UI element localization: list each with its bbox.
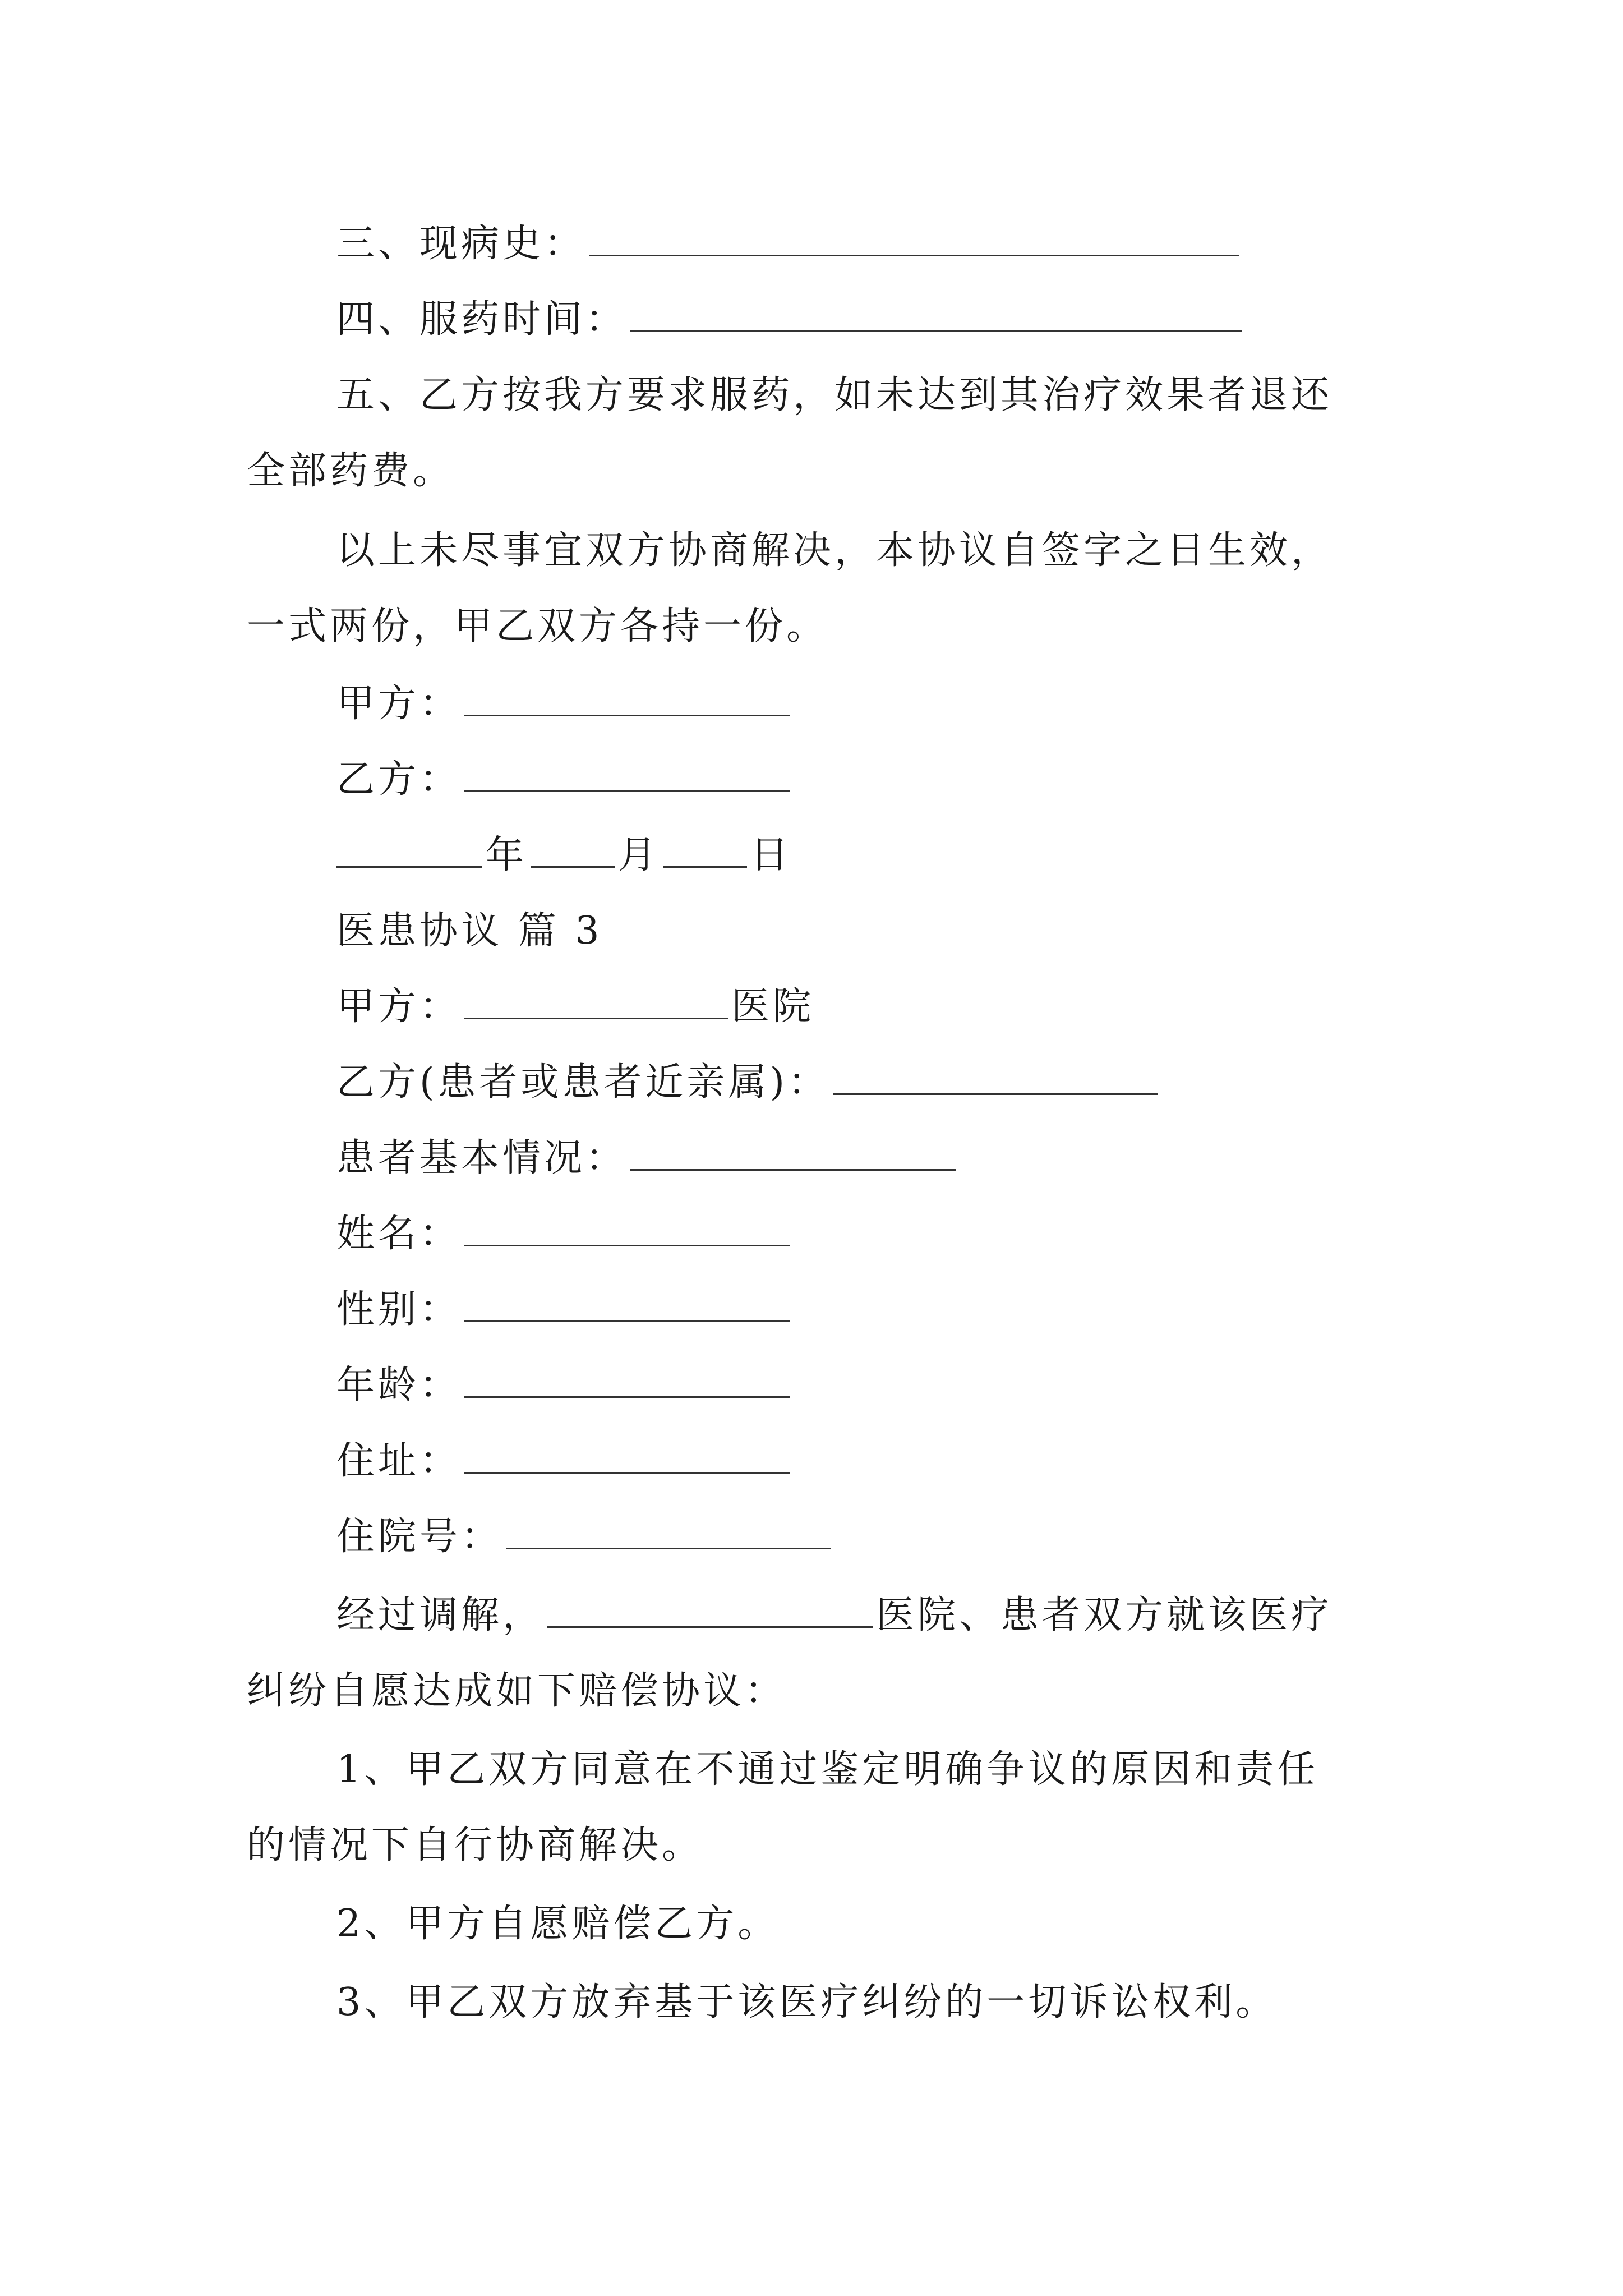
item-1-line-1: 1、甲乙双方同意在不通过鉴定明确争议的原因和责任 xyxy=(336,1747,1319,1792)
year-blank xyxy=(336,834,482,868)
address-line xyxy=(336,1439,793,1484)
p3-party-a-line xyxy=(336,984,814,1029)
year-label: 年 xyxy=(486,833,528,877)
section-3-label: 三、现病史： xyxy=(336,222,586,266)
name-blank xyxy=(464,1212,790,1246)
section-heading: 医患协议 篇 3 xyxy=(336,909,603,953)
item-2: 2、甲方自愿赔偿乙方。 xyxy=(336,1902,780,1946)
day-label: 日 xyxy=(750,833,792,877)
gender-line xyxy=(336,1287,793,1332)
p3-party-b-blank xyxy=(833,1061,1158,1095)
address-label: 住址： xyxy=(336,1439,462,1483)
age-line xyxy=(336,1363,793,1408)
mediation-line-2: 纠纷自愿达成如下赔偿协议： xyxy=(247,1669,787,1713)
date-line xyxy=(336,833,792,878)
gender-blank xyxy=(464,1288,790,1322)
section-5-line-2: 全部药费。 xyxy=(247,449,455,493)
section-4-line xyxy=(336,297,1245,342)
section-3-blank xyxy=(589,222,1239,256)
name-label: 姓名： xyxy=(336,1212,462,1256)
p3-party-a-suffix: 医院 xyxy=(731,984,815,1029)
p3-party-a-label: 甲方： xyxy=(336,984,462,1029)
party-a-blank xyxy=(464,682,790,716)
admission-number-line xyxy=(336,1515,834,1559)
p3-party-b-label: 乙方(患者或患者近亲属)： xyxy=(336,1060,830,1105)
section-5-line-1: 五、乙方按我方要求服药，如未达到其治疗效果者退还 xyxy=(336,373,1333,417)
section-4-blank xyxy=(630,298,1242,332)
party-b-blank xyxy=(464,758,790,792)
party-a-signature-line xyxy=(336,682,793,726)
mediation-hospital-blank xyxy=(547,1594,873,1628)
section-4-label: 四、服药时间： xyxy=(336,297,628,342)
party-a-label: 甲方： xyxy=(336,682,462,726)
age-label: 年龄： xyxy=(336,1363,462,1407)
party-b-label: 乙方： xyxy=(336,757,462,802)
mediation-line-1 xyxy=(336,1593,1332,1638)
patient-info-blank xyxy=(630,1137,956,1171)
gender-label: 性别： xyxy=(336,1287,462,1332)
patient-info-line xyxy=(336,1136,959,1181)
month-blank xyxy=(531,834,615,868)
admission-label: 住院号： xyxy=(336,1515,503,1559)
hospital-name-blank xyxy=(464,985,728,1019)
item-3: 3、甲乙双方放弃基于该医疗纠纷的一切诉讼权利。 xyxy=(336,1980,1278,2024)
closing-line-2: 一式两份，甲乙双方各持一份。 xyxy=(247,604,828,648)
name-line xyxy=(336,1212,793,1257)
party-b-signature-line xyxy=(336,757,793,802)
item-1-line-2: 的情况下自行协商解决。 xyxy=(247,1823,704,1867)
admission-blank xyxy=(506,1515,831,1549)
p3-party-b-line xyxy=(336,1060,1161,1105)
month-label: 月 xyxy=(618,833,660,877)
mediation-prefix: 经过调解， xyxy=(336,1593,545,1637)
age-blank xyxy=(464,1364,790,1398)
mediation-suffix: 医院、患者双方就该医疗 xyxy=(876,1593,1333,1637)
section-3-line xyxy=(336,222,1243,266)
day-blank xyxy=(663,834,747,868)
address-blank xyxy=(464,1439,790,1474)
patient-info-label: 患者基本情况： xyxy=(336,1136,628,1180)
closing-line-1: 以上未尽事宜双方协商解决，本协议自签字之日生效， xyxy=(336,528,1333,573)
